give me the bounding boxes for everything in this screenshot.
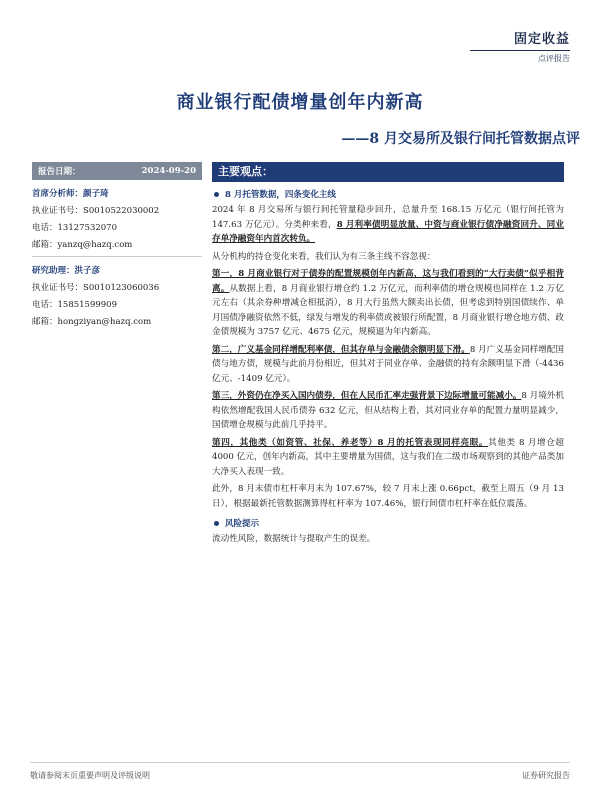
point-4-body: 其他类 8 月增仓超 4000 亿元，创年内新高，其中主要增量为国债，这与我们在二级市场观察到的其他产品类加大净买入表现一致。	[212, 437, 564, 477]
paragraph-point-3	[212, 389, 564, 433]
paragraph-point-2	[212, 343, 564, 387]
point-2-body: 8 月广义基金同样增配国债与地方债，规模与此前月份相近，但其对于同业存单、金融债的持有余额明显下滑（-4436 亿元、-1409 亿元）。	[212, 344, 564, 384]
report-date-bar	[32, 162, 202, 180]
main-content	[212, 162, 564, 547]
assistant-phone: 电话：15851599909	[32, 300, 117, 310]
report-category-block	[470, 28, 570, 64]
footer-divider	[30, 762, 570, 763]
chief-analyst-cert: 执业证书号：S0010522030002	[32, 206, 160, 216]
section-title-custody: 8 月托管数据，四条变化主线	[225, 190, 336, 200]
paragraph-intro: 从分机构的持仓变化来看，我们认为有三条主线不容忽视：	[212, 251, 436, 262]
point-1-heading: 第一，8 月商业银行对于债券的配置规模创年内新高，这与我们看到的“大行卖债”似乎相背离。	[212, 269, 564, 294]
assistant-name: 研究助理：洪子彦	[32, 266, 101, 276]
point-2-heading: 第二，广义基金同样增配利率债，但其存单与金融债余额明显下滑。	[212, 344, 470, 355]
report-date-label: 报告日期：	[38, 167, 81, 177]
assistant-cert: 执业证书号：S0010123060036	[32, 283, 160, 293]
analyst-sidebar	[32, 162, 202, 327]
sidebar-divider	[32, 256, 202, 257]
point-3-body: 8 月境外机构依然增配我国人民币债券 632 亿元，但从结构上看，其对同业存单的配置力量明显减少，国债增仓规模与此前几乎持平。	[212, 391, 564, 430]
section-title-risk: 风险提示	[225, 519, 260, 529]
point-4-heading: 第四，其他类（如资管、社保、养老等）8 月的托管表现同样亮眼。	[212, 437, 489, 448]
chief-analyst-phone: 电话：13127532070	[32, 223, 117, 233]
bullet-icon	[214, 192, 219, 197]
page-subtitle: ——8 月交易所及银行间托管数据点评	[341, 131, 580, 147]
paragraph-overview	[212, 203, 564, 247]
section-heading-risk	[212, 517, 564, 529]
report-category: 固定收益	[513, 32, 570, 47]
report-date-value: 2024-09-20	[141, 166, 196, 176]
report-type: 点评报告	[538, 54, 570, 63]
paragraph-leverage: 此外，8 月末债市杠杆率月末为 107.67%，较 7 月末上涨 0.66pct，截至上周五（9 月 13 日），根据最新托管数据测算得杠杆率为 107.46%，银行间债市杠杆率在低位震荡。	[212, 484, 564, 509]
assistant-email[interactable]: 邮箱：hongziyan@hazq.com	[32, 317, 152, 327]
page-title: 商业银行配债增量创年内新高	[176, 92, 424, 113]
section-heading-custody	[212, 188, 564, 200]
footer-label: 证券研究报告	[522, 771, 570, 780]
paragraph-point-4	[212, 436, 564, 480]
header-divider	[470, 50, 570, 51]
point-3-heading: 第三，外资仍在净买入国内债券，但在人民币汇率走强背景下边际增量可能减小。	[212, 391, 522, 401]
overview-text: 2024 年 8 月交易所与银行间托管量稳步回升，总量升至 168.15 万亿元（银行间托管为 147.63 万亿元）。分类种来看，	[212, 205, 564, 230]
paragraph-point-1	[212, 267, 564, 340]
chief-analyst-name: 首席分析师：颜子琦	[32, 189, 109, 199]
main-view-heading: 主要观点：	[212, 162, 564, 182]
chief-analyst-email[interactable]: 邮箱：yanzq@hazq.com	[32, 240, 133, 250]
paragraph-risk: 流动性风险，数据统计与提取产生的误差。	[212, 534, 376, 544]
overview-highlight: 8 月利率债明显放量、中资与商业银行债净融资回升、同业存单净融资年内首次转负。	[212, 219, 564, 244]
point-1-body: 从数据上看，8 月商业银行增仓约 1.2 万亿元，而利率债的增仓规模也同样在 1.2 万亿元左右（其余券种增减仓相抵消），8 月大行虽然大额卖出长债，但考虑到特别国债续作、单月国债净融资依然不低，绿发与增发的利率债或被银行所配置，8 月商业银行增仓地方债、政金债规模为 3757 亿元、4675 亿元，规模逼为年内新高。	[212, 283, 564, 337]
bullet-icon	[214, 521, 219, 526]
footer-disclaimer: 敬请参阅末页重要声明及评级说明	[30, 771, 150, 780]
